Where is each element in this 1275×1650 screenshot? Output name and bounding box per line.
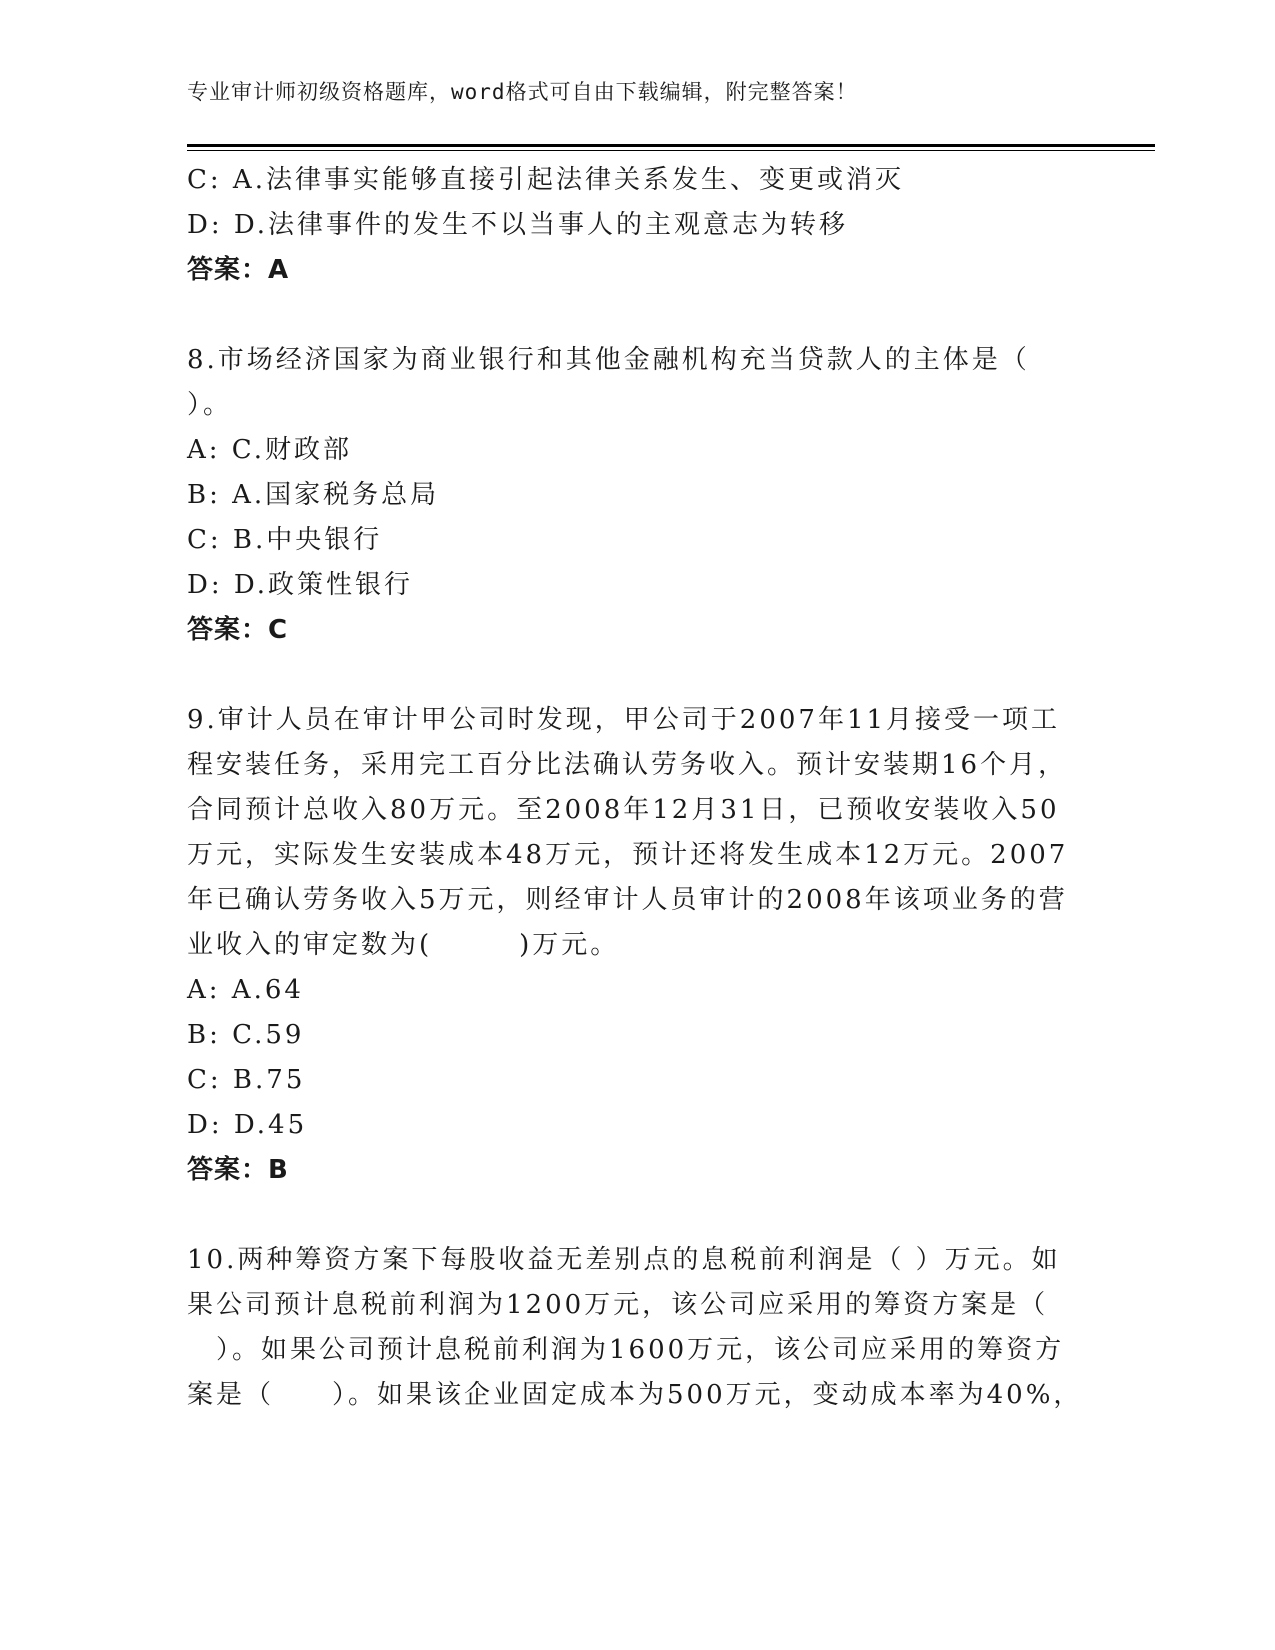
option-a: A: C.财政部 [187,435,353,465]
page-header: 专业审计师初级资格题库，word格式可自由下载编辑，附完整答案！ [187,80,858,104]
header-divider-thin [187,150,1155,151]
option-a: A: A.64 [187,975,304,1005]
question-9 [187,698,1067,1193]
question-stem-line: 10.两种筹资方案下每股收益无差别点的息税前利润是（ ）万元。如 [187,1245,1061,1275]
spacer [187,653,1067,698]
question-stem-line: 9.审计人员在审计甲公司时发现，甲公司于2007年11月接受一项工 [187,705,1061,735]
question-8 [187,338,1067,653]
question-content [187,158,1083,1418]
option-b: B: A.国家税务总局 [187,480,440,510]
option-d: D: D.政策性银行 [187,570,414,600]
question-stem-line: 年已确认劳务收入5万元，则经审计人员审计的2008年该项业务的营 [187,885,1068,915]
question-stem-line: 合同预计总收入80万元。至2008年12月31日，已预收安装收入50 [187,795,1060,825]
question-stem-line: 万元，实际发生安装成本48万元，预计还将发生成本12万元。2007 [187,840,1069,870]
spacer [187,293,1067,338]
question-stem-line: 8.市场经济国家为商业银行和其他金融机构充当贷款人的主体是（ [187,345,1030,375]
spacer [187,1193,1067,1238]
question-stem-line: 程安装任务，采用完工百分比法确认劳务收入。预计安装期16个月， [187,750,1068,780]
option-d: D: D.45 [187,1110,308,1140]
question-stem-line: ）。 [187,390,233,420]
option-b: B: C.59 [187,1020,305,1050]
question-7 [187,158,1067,293]
answer-line: 答案：A [187,255,290,285]
question-stem-line: 业收入的审定数为( )万元。 [187,930,620,960]
answer-line: 答案：C [187,615,289,645]
option-c: C: B.中央银行 [187,525,383,555]
option-d: D: D.法律事件的发生不以当事人的主观意志为转移 [187,210,849,240]
question-10 [187,1238,1083,1418]
question-stem-line: 果公司预计息税前利润为1200万元，该公司应采用的筹资方案是（ [187,1290,1049,1320]
option-c: C: B.75 [187,1065,306,1095]
answer-line: 答案：B [187,1155,289,1185]
header-divider-thick [187,144,1155,147]
question-stem-line: 案是（ ）。如果该企业固定成本为500万元，变动成本率为40%， [187,1380,1083,1410]
question-stem-line: ）。如果公司预计息税前利润为1600万元，该公司应采用的筹资方 [187,1335,1065,1365]
option-c: C: A.法律事实能够直接引起法律关系发生、变更或消灭 [187,165,904,195]
